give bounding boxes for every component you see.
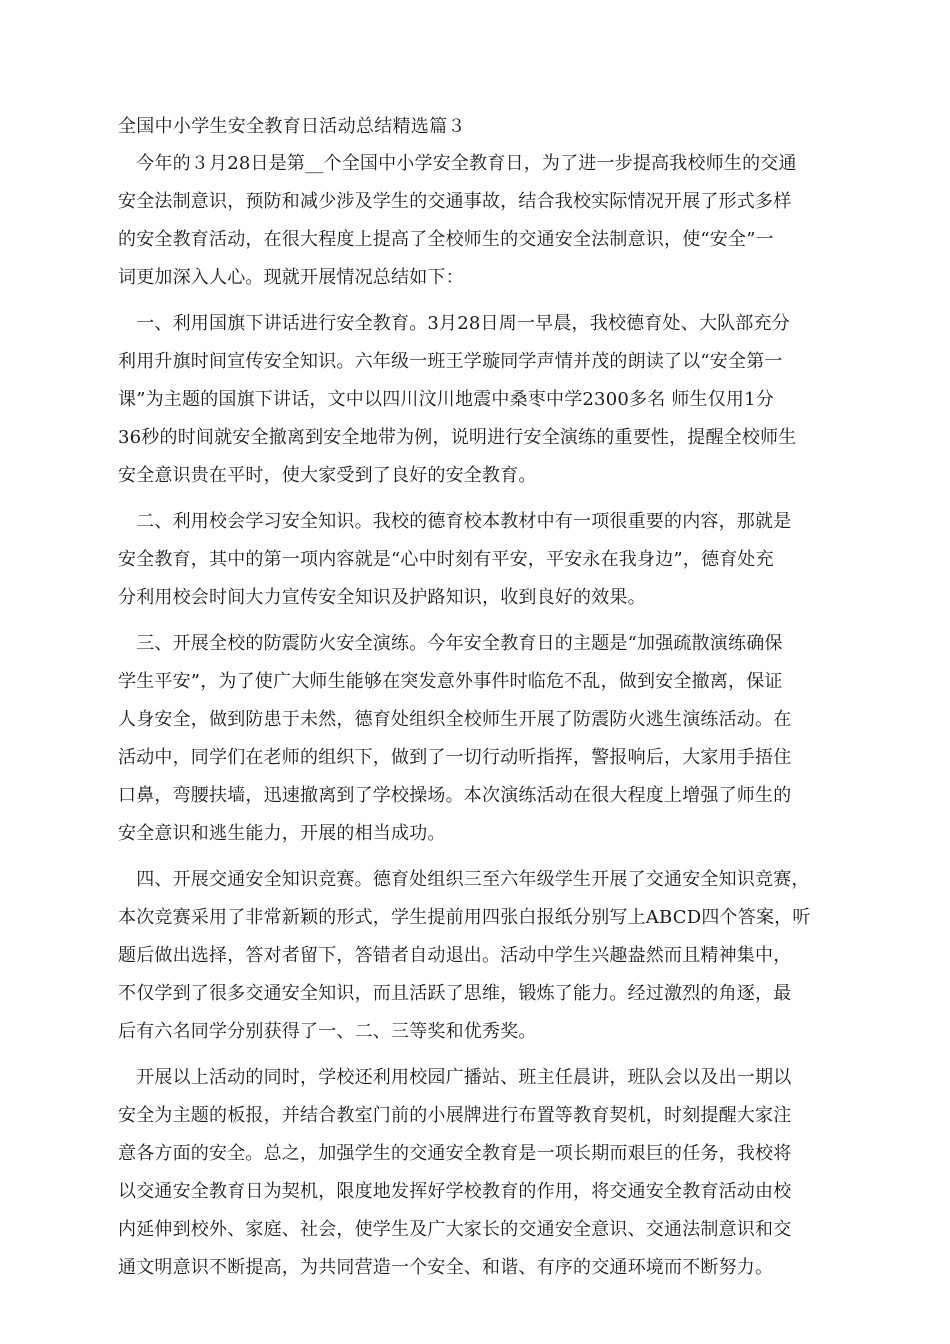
paragraph-conclusion [118, 1059, 832, 1287]
text-line: 题后做出选择，答对者留下，答错者自动退出。活动中学生兴趣盎然而且精神集中， [118, 945, 792, 966]
text-line: 口鼻，弯腰扶墙，迅速撤离到了学校操场。本次演练活动在很大程度上增强了师生的 [118, 785, 792, 806]
text-line: 36秒的时间就安全撤离到安全地带为例，说明进行安全演练的重要性，提醒全校师生 [118, 427, 797, 448]
text-line: 以交通安全教育日为契机，限度地发挥好学校教育的作用，将交通安全教育活动由校 [118, 1181, 792, 1202]
text-line: 学生平安”，为了使广大师生能够在突发意外事件时临危不乱，做到安全撤离，保证 [118, 671, 783, 692]
text-line: 活动中，同学们在老师的组织下，做到了一切行动听指挥，警报响后，大家用手捂住 [118, 747, 792, 768]
text-line: 四、开展交通安全知识竞赛。德育处组织三至六年级学生开展了交通安全知识竞赛， [118, 869, 810, 890]
text-line: 二、利用校会学习安全知识。我校的德育校本教材中有一项很重要的内容，那就是 [118, 511, 792, 532]
text-line: 三、开展全校的防震防火安全演练。今年安全教育日的主题是“加强疏散演练确保 [118, 633, 783, 654]
text-line: 一、利用国旗下讲话进行安全教育。3月28日周一早晨，我校德育处、大队部充分 [118, 313, 790, 334]
text-line: 安全法制意识，预防和减少涉及学生的交通事故，结合我校实际情况开展了形式多样 [118, 191, 792, 212]
text-line: 分利用校会时间大力宣传安全知识及护路知识，收到良好的效果。 [118, 587, 646, 608]
paragraph-section-3 [118, 625, 832, 853]
text-line: 今年的３月28日是第__个全国中小学安全教育日，为了进一步提高我校师生的交通 [118, 153, 797, 174]
text-line: 的安全教育活动，在很大程度上提高了全校师生的交通安全法制意识，使“安全”一 [118, 229, 774, 250]
document-title: 全国中小学生安全教育日活动总结精选篇３ [118, 116, 466, 137]
text-line: 不仅学到了很多交通安全知识，而且活跃了思维，锻炼了能力。经过激烈的角逐，最 [118, 983, 792, 1004]
text-line: 开展以上活动的同时，学校还利用校园广播站、班主任晨讲，班队会以及出一期以 [118, 1067, 792, 1088]
text-line: 安全意识贵在平时，使大家受到了良好的安全教育。 [118, 465, 537, 486]
text-line: 意各方面的安全。总之，加强学生的交通安全教育是一项长期而艰巨的任务，我校将 [118, 1143, 792, 1164]
text-line: 利用升旗时间宣传安全知识。六年级一班王学璇同学声情并茂的朗读了以“安全第一 [118, 351, 783, 372]
text-line: 内延伸到校外、家庭、社会，使学生及广大家长的交通安全意识、交通法制意识和交 [118, 1219, 792, 1240]
paragraph-section-4 [118, 861, 832, 1051]
paragraph-section-1 [118, 305, 832, 495]
text-line: 词更加深入人心。现就开展情况总结如下： [118, 267, 464, 288]
text-line: 本次竞赛采用了非常新颖的形式，学生提前用四张白报纸分别写上ABCD四个答案，听 [118, 907, 811, 928]
paragraph-section-2 [118, 503, 832, 617]
text-line: 安全教育，其中的第一项内容就是“心中时刻有平安，平安永在我身边”，德育处充 [118, 549, 774, 570]
text-line: 后有六名同学分别获得了一、二、三等奖和优秀奖。 [118, 1021, 537, 1042]
paragraph-intro [118, 145, 832, 297]
text-line: 课”为主题的国旗下讲话，文中以四川汶川地震中桑枣中学2300多名 师生仅用1分 [118, 389, 774, 410]
text-line: 安全意识和逃生能力，开展的相当成功。 [118, 823, 446, 844]
text-line: 通文明意识不断提高，为共同营造一个安全、和谐、有序的交通环境而不断努力。 [118, 1257, 774, 1278]
text-line: 安全为主题的板报，并结合教室门前的小展牌进行布置等教育契机，时刻提醒大家注 [118, 1105, 792, 1126]
text-line: 人身安全，做到防患于未然，德育处组织全校师生开展了防震防火逃生演练活动。在 [118, 709, 792, 730]
